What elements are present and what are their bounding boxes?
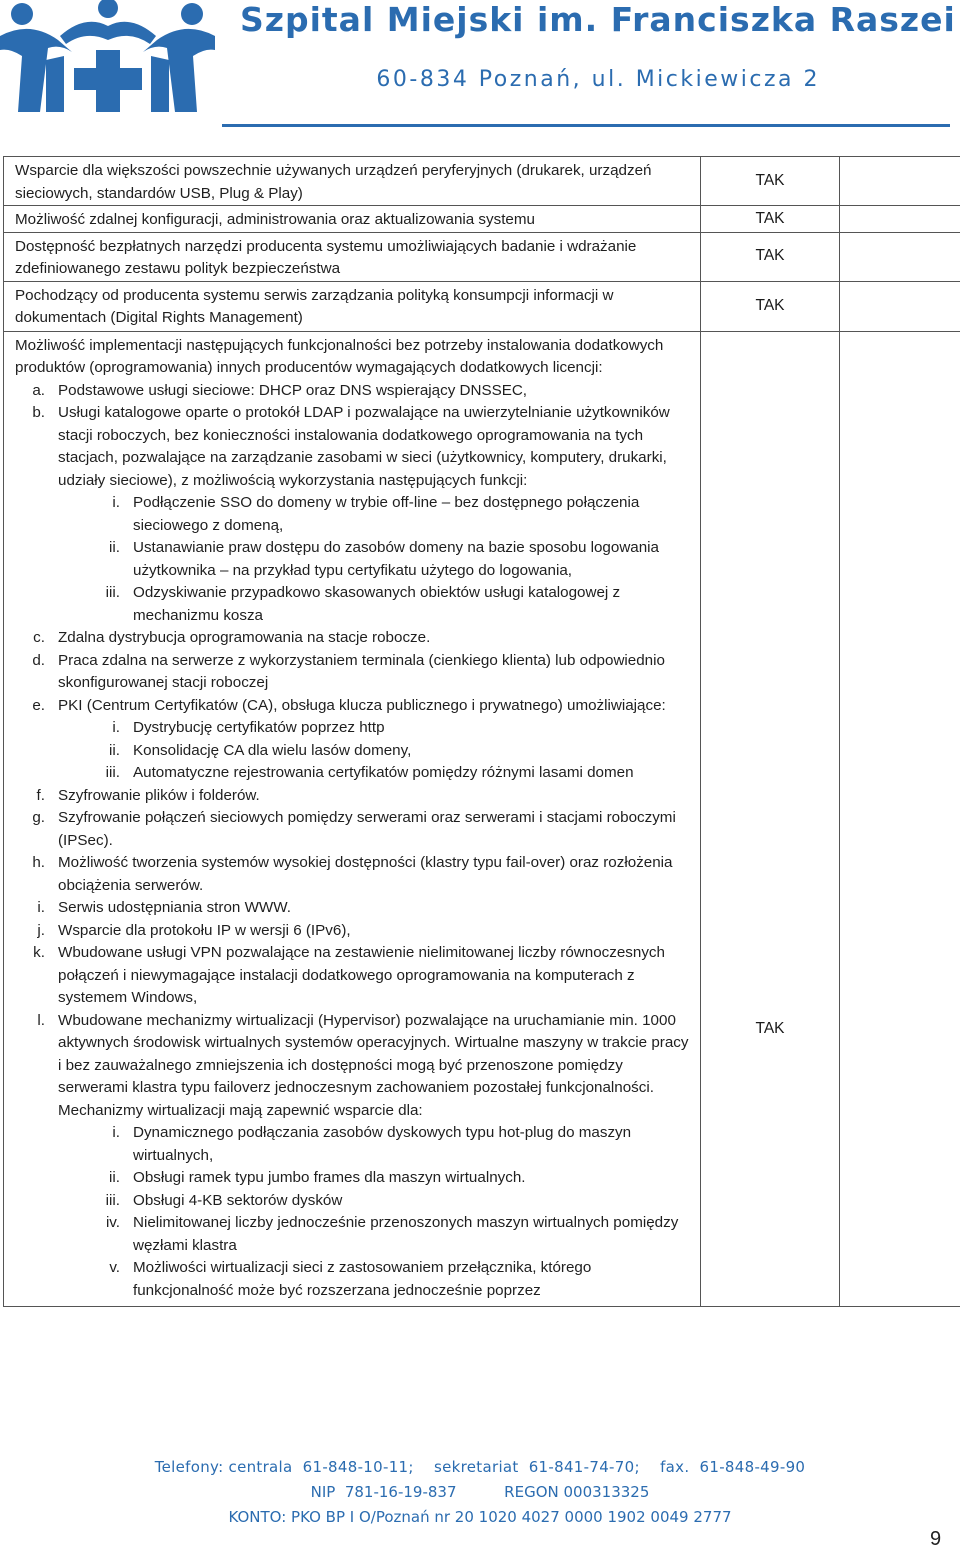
sub-list-item (15, 1122, 694, 1167)
value-cell: TAK (701, 281, 840, 331)
sub-list-item-text: Odzyskiwanie przypadkowo skasowanych obiektów usługi katalogowej z mechanizmu kosza (133, 584, 621, 624)
sub-list-item-text: Dystrybucję certyfikatów poprzez http (133, 719, 385, 736)
header-divider (222, 124, 950, 127)
list-item (15, 1010, 694, 1123)
list-marker: k. (33, 944, 45, 961)
list-item-text: Usługi katalogowe oparte o protokół LDAP i pozwalające na uwierzytelnianie użytkowników stacji roboczych, bez konieczności instalowania dodatkowego oprogramowania na tych stacjach, pozwalające na zarządzanie zasobami w sieci (użytkownicy, komputery, drukarki, udziały sieciowe), z możliwością wykorzystania następujących funkcji: (58, 404, 670, 489)
list-item-text: Możliwość tworzenia systemów wysokiej dostępności (klastry typu fail-over) oraz rozłożenia obciążenia serwerów. (58, 854, 673, 894)
requirement-cell: Dostępność bezpłatnych narzędzi producenta systemu umożliwiających badanie i wdrażanie zdefiniowanego zestawu polityk bezpieczeństwa (4, 232, 701, 281)
list-item (15, 807, 694, 852)
value-cell: TAK (701, 206, 840, 233)
list-marker: b. (32, 404, 45, 421)
empty-cell (840, 331, 960, 1307)
list-item-text: Wbudowane mechanizmy wirtualizacji (Hypervisor) pozwalające na uruchamianie min. 1000 aktywnych środowisk wirtualnych systemów operacyjnych. Wirtualne maszyny w trakcie pracy i bez zauważalnego zmniejszenia ich dostępności mogą być przenoszone pomiędzy serwerami klastra typu failoverz jednoczesnym zachowaniem pozostałej funkcjonalności. Mechanizmy wirtualizacji mają zapewnić wsparcie dla: (58, 1011, 689, 1119)
footer (0, 1455, 960, 1530)
list-marker: l. (37, 1011, 45, 1029)
empty-cell (840, 206, 960, 233)
table-row (4, 232, 960, 281)
list-item (15, 785, 694, 808)
sub-list-item (15, 1257, 694, 1302)
list-item (15, 920, 694, 943)
list-marker: f. (36, 786, 45, 804)
table-row (4, 281, 960, 331)
list-item-text: Szyfrowanie połączeń sieciowych pomiędzy serwerami oraz serwerami i stacjami roboczymi (IPSec). (58, 809, 676, 849)
empty-cell (840, 281, 960, 331)
sub-list-item (15, 1212, 694, 1257)
requirement-list (15, 380, 694, 1303)
list-item-text: PKI (Centrum Certyfikatów (CA), obsługa klucza publicznego i prywatnego) umożliwiające: (58, 696, 666, 714)
list-item (15, 402, 694, 492)
sub-list-marker: iv. (105, 1214, 120, 1231)
sub-list-item-text: Nielimitowanej liczby jednocześnie przenoszonych maszyn wirtualnych pomiędzy węzłami klastra (133, 1214, 679, 1254)
sub-list-item-text: Podłączenie SSO do domeny w trybie off-line – bez dostępnego połączenia sieciowego z domeną, (133, 494, 640, 534)
requirement-cell: Pochodzący od producenta systemu serwis zarządzania polityką konsumpcji informacji w dokumentach (Digital Rights Management) (4, 281, 701, 331)
value-cell: TAK (701, 331, 840, 1307)
sub-list-item (15, 717, 694, 740)
list-marker: c. (33, 629, 45, 646)
footer-tax-ids: NIP 781-16-19-837 REGON 000313325 (310, 1483, 650, 1501)
specification-table (3, 156, 960, 1307)
list-item-text: Szyfrowanie plików i folderów. (58, 786, 260, 804)
list-item (15, 627, 694, 650)
list-marker: j. (37, 921, 45, 939)
requirement-intro: Możliwość implementacji następujących funkcjonalności bez potrzeby instalowania dodatkowych produktów (oprogramowania) innych producentów wymagających dodatkowych licencji: (15, 336, 664, 376)
list-item-text: Serwis udostępniania stron WWW. (58, 899, 291, 916)
table-row (4, 157, 960, 206)
table-row (4, 206, 960, 233)
value-cell: TAK (701, 157, 840, 206)
list-marker: i. (37, 899, 45, 916)
sub-list-item (15, 537, 694, 582)
list-item (15, 897, 694, 920)
sub-list-item (15, 1167, 694, 1190)
letterhead (0, 0, 960, 130)
sub-list-item-text: Ustanawianie praw dostępu do zasobów domeny na bazie sposobu logowania użytkownika – na przykład typu certyfikatu użytego do logowania, (133, 539, 660, 579)
list-marker: d. (32, 651, 45, 669)
sub-list-marker: i. (112, 1124, 120, 1141)
list-marker: a. (32, 381, 45, 399)
sub-list-item-text: Możliwości wirtualizacji sieci z zastosowaniem przełącznika, którego funkcjonalność może być rozszerzana jednocześnie poprzez (133, 1259, 592, 1299)
sub-list-item (15, 582, 694, 627)
list-marker: e. (32, 696, 45, 714)
empty-cell (840, 232, 960, 281)
sub-list-marker: v. (109, 1259, 120, 1276)
sub-list-marker: iii. (105, 584, 120, 601)
sub-list-marker: iii. (105, 1191, 120, 1209)
list-item (15, 695, 694, 718)
requirement-cell (4, 331, 701, 1307)
hospital-address: 60-834 Poznań, ul. Mickiewicza 2 (376, 67, 820, 92)
sub-list-marker: ii. (109, 539, 120, 556)
sub-list-item (15, 740, 694, 763)
sub-list-marker: i. (112, 494, 120, 511)
footer-bank-account: KONTO: PKO BP I O/Poznań nr 20 1020 4027 0000 1902 0049 2777 (228, 1508, 732, 1526)
footer-phones: Telefony: centrala 61-848-10-11; sekretariat 61-841-74-70; fax. 61-848-49-90 (154, 1458, 806, 1476)
sub-list-item-text: Automatyczne rejestrowania certyfikatów pomiędzy różnymi lasami domen (133, 764, 634, 781)
sub-list-item (15, 492, 694, 537)
sub-list-marker: ii. (109, 741, 120, 759)
list-item-text: Zdalna dystrybucja oprogramowania na stacje robocze. (58, 629, 431, 646)
list-item (15, 380, 694, 403)
sub-list-marker: ii. (109, 1169, 120, 1186)
sub-list-marker: iii. (105, 764, 120, 781)
list-item (15, 650, 694, 695)
sub-list-item-text: Obsługi ramek typu jumbo frames dla maszyn wirtualnych. (133, 1169, 526, 1186)
sub-list-item (15, 762, 694, 785)
page-number: 9 (930, 1528, 942, 1550)
hospital-logo-icon (0, 0, 215, 112)
table-row (4, 331, 960, 1307)
list-item (15, 942, 694, 1010)
sub-list-item-text: Obsługi 4-KB sektorów dysków (133, 1191, 343, 1209)
list-item-text: Wsparcie dla protokołu IP w wersji 6 (IPv6), (58, 921, 351, 939)
list-item-text: Praca zdalna na serwerze z wykorzystaniem terminala (cienkiego klienta) lub odpowiednio skonfigurowanej stacji roboczej (58, 651, 665, 691)
value-cell: TAK (701, 232, 840, 281)
sub-list-item (15, 1190, 694, 1213)
list-marker: g. (32, 809, 45, 826)
list-marker: h. (32, 854, 45, 871)
requirement-cell: Możliwość zdalnej konfiguracji, administrowania oraz aktualizowania systemu (4, 206, 701, 233)
hospital-name: Szpital Miejski im. Franciszka Raszei (240, 0, 956, 39)
list-item-text: Podstawowe usługi sieciowe: DHCP oraz DNS wspierający DNSSEC, (58, 381, 528, 399)
empty-cell (840, 157, 960, 206)
sub-list-item-text: Dynamicznego podłączania zasobów dyskowych typu hot-plug do maszyn wirtualnych, (133, 1124, 632, 1164)
requirement-cell: Wsparcie dla większości powszechnie używanych urządzeń peryferyjnych (drukarek, urządzeń sieciowych, standardów USB, Plug & Play) (4, 157, 701, 206)
list-item-text: Wbudowane usługi VPN pozwalające na zestawienie nielimitowanej liczby równoczesnych połączeń i niewymagające instalacji dodatkowego oprogramowania na komputerach z systemem Windows, (58, 944, 665, 1006)
sub-list-marker: i. (112, 719, 120, 736)
list-item (15, 852, 694, 897)
sub-list-item-text: Konsolidację CA dla wielu lasów domeny, (133, 741, 412, 759)
